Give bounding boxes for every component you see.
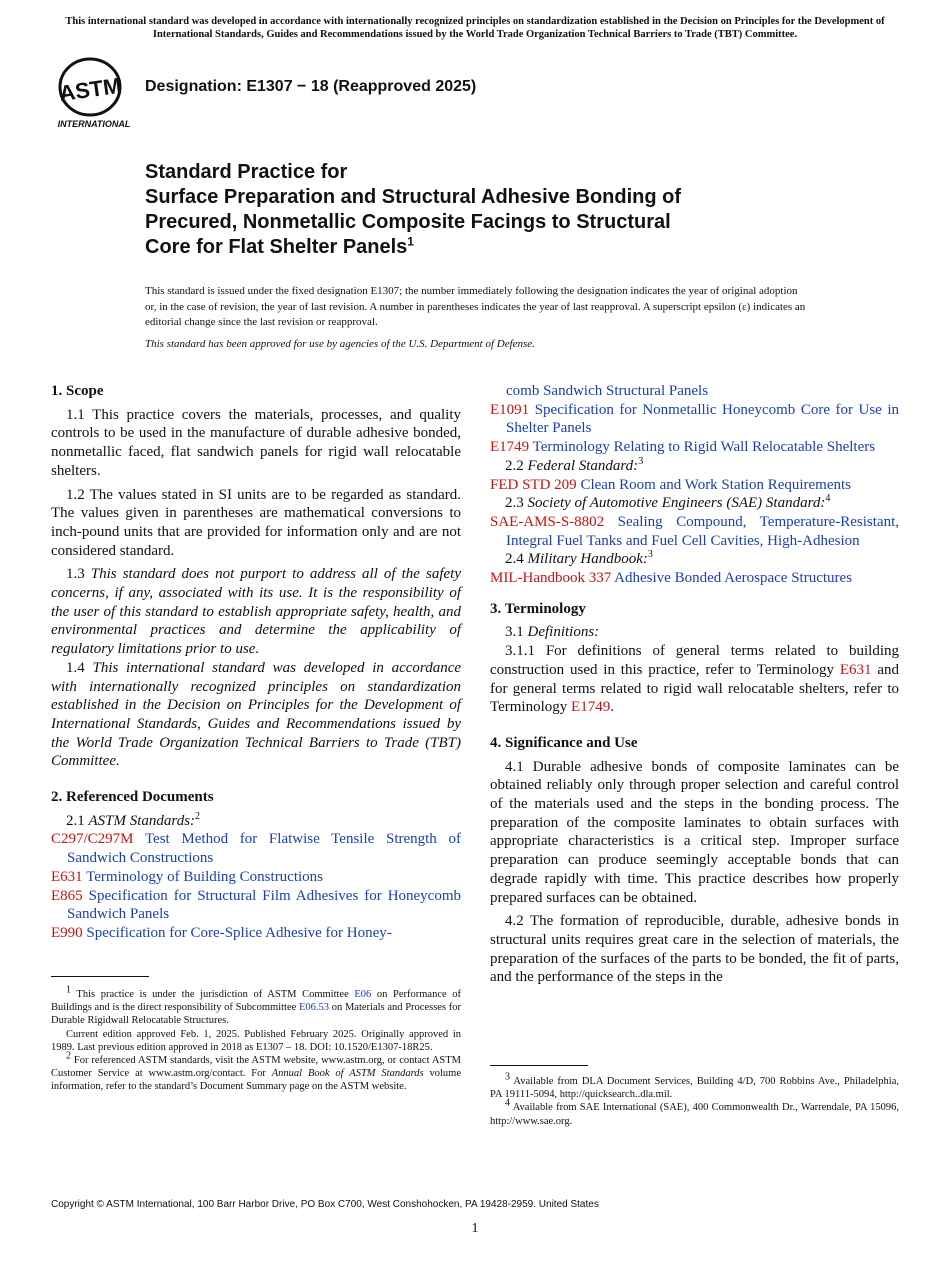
subsection-military-handbook: 2.4 Military Handbook:$^3$ xyxy=(505,549,653,568)
subsection-federal-standard: 2.2 Federal Standard:$^3$ xyxy=(505,455,644,474)
astm-logo xyxy=(52,55,136,133)
paragraph-4-2: 4.2 The formation of reproducible, durable, adhesive bonds in structural units requires great care in the selection of materials, the preparation of the surfaces of the parts to be bonded, the fit of parts, and the performance of the steps in the xyxy=(490,913,899,986)
reference-e990-continued[interactable]: comb Sandwich Structural Panels xyxy=(506,383,709,399)
footnote-divider xyxy=(51,976,149,977)
reference-e631[interactable]: E631 Terminology of Building Constructions xyxy=(51,868,324,885)
reference-e1749[interactable]: E1749 Terminology Relating to Rigid Wall Relocatable Shelters xyxy=(490,439,876,456)
astm-logo-icon xyxy=(52,55,136,133)
paragraph-1-1: 1.1 This practice covers the materials, processes, and quality controls to be used in the manufacture of durable adhesive bonded, nonmetallic faced, flat sandwich panels for rigid wall relocatable shelters. xyxy=(51,406,461,479)
svg-text:INTERNATIONAL: INTERNATIONAL xyxy=(57,119,131,129)
svg-text:ASTM: ASTM xyxy=(57,72,123,107)
title-line: Standard Practice for xyxy=(145,161,348,183)
footnote-divider xyxy=(490,1065,588,1066)
reference-mil-handbook-337[interactable]: MIL-Handbook 337 Adhesive Bonded Aerospace Structures xyxy=(490,570,853,587)
subcommittee-link[interactable]: E06.53 xyxy=(299,1002,330,1014)
reference-e990[interactable]: E990 Specification for Core-Splice Adhesive for Honey- xyxy=(51,924,392,941)
reference-fed-std-209[interactable]: FED STD 209 Clean Room and Work Station Requirements xyxy=(490,476,852,493)
footnote-3: $^3$ Available from DLA Document Services, Building 4/D, 700 Robbins Ave., Philadelphia, PA 19111-5094, http://quicksearch..dla.mil. xyxy=(490,1071,899,1101)
section-heading-referenced-documents: 2. Referenced Documents xyxy=(51,789,214,806)
designation: Designation: E1307 − 18 (Reapproved 2025) xyxy=(145,78,477,95)
footnote-2: $^2$ For referenced ASTM standards, visit the ASTM website, www.astm.org, or contact ASTM Customer Service at www.astm.org/contact. For Annual Book of ASTM Standards volume information, refer to the standard’s Document Summary page on the ASTM website. xyxy=(51,1050,462,1093)
copyright-notice: Copyright © ASTM International, 100 Barr Harbor Drive, PO Box C700, West Conshohocken, PA 19428-2959. United States xyxy=(51,1199,599,1210)
footnote-4: $^4$ Available from SAE International (SAE), 400 Commonwealth Dr., Warrendale, PA 15096, http://www.sae.org. xyxy=(490,1097,899,1127)
footnotes-right xyxy=(490,1071,899,1128)
paragraph-1-4: 1.4 This international standard was developed in accordance with internationally recognized principles on standardization established in the Decision on Principles for the Development of International Standards, Guides and Recommendations issued by the World Trade Organization Technical Barriers to Trade (TBT) Committee. xyxy=(51,659,462,770)
reference-c297[interactable]: C297/C297M Test Method for Flatwise Tensile Strength of Sandwich Constructions xyxy=(51,831,461,867)
title-line: Core for Flat Shelter Panels$^1$ xyxy=(145,234,414,258)
subsection-sae-standard: 2.3 Society of Automotive Engineers (SAE) Standard:$^4$ xyxy=(505,493,831,512)
international-standard-notice: This international standard was developed in accordance with internationally recognized principles on standardization established in the Decision on Principles for the Development of International Standards, Guides and Recommendations issued by the World Trade Organization Technical Barriers to Trade (TBT) Committee. xyxy=(65,16,885,40)
title-line: Surface Preparation and Structural Adhesive Bonding of xyxy=(145,186,682,208)
section-heading-terminology: 3. Terminology xyxy=(490,600,586,617)
subsection-definitions: 3.1 Definitions: xyxy=(505,624,600,641)
paragraph-3-1-1: 3.1.1 For definitions of general terms related to building construction used in this practice, refer to Terminology E631 and for general terms related to rigid wall relocatable shelters, refer to Terminology E1749. xyxy=(490,643,899,716)
dod-approval-note: This standard has been approved for use by agencies of the U.S. Department of Defense. xyxy=(145,338,535,350)
reference-e1091[interactable]: E1091 Specification for Nonmetallic Honeycomb Core for Use in Shelter Panels xyxy=(490,401,899,437)
title-line: Precured, Nonmetallic Composite Facings to Structural xyxy=(145,211,671,233)
reference-e865[interactable]: E865 Specification for Structural Film Adhesives for Honeycomb Sandwich Panels xyxy=(51,887,462,923)
page-number: 1 xyxy=(471,1221,479,1236)
section-heading-scope: 1. Scope xyxy=(51,383,104,399)
paragraph-1-3: 1.3 This standard does not purport to address all of the safety concerns, if any, associated with its use. It is the responsibility of the user of this standard to establish appropriate safety, health, and environmental practices and determine the applicability of regulatory limitations prior to use. xyxy=(51,566,461,658)
subsection-astm-standards: 2.1 ASTM Standards:$^2$ xyxy=(66,810,201,829)
reference-sae-ams-s-8802[interactable]: SAE-AMS-S-8802 Sealing Compound, Temperature-Resistant, Integral Fuel Tanks and Fuel Cell Cavities, High-Adhesion xyxy=(490,513,899,549)
link-e1749[interactable]: E1749 xyxy=(571,699,611,716)
document-title xyxy=(145,160,845,260)
issue-note: This standard is issued under the fixed designation E1307; the number immediately following the designation indicates the year of original adoption or, in the case of revision, the year of last revision. A number in parentheses indicates the year of last reapproval. A superscript epsilon (ε) indicates an editorial change since the last revision or reapproval. xyxy=(145,285,806,328)
paragraph-4-1: 4.1 Durable adhesive bonds of composite laminates can be obtained reliably only through proper selection and careful control of the materials used and the steps in the bonding process. The preparation of the composite laminates to obtain surfaces with appropriate characteristics is a critical step. Improper surface preparation can produce seemingly acceptable bonds that can degrade rapidly with time. This practice describes how properly prepared surfaces can be obtained. xyxy=(490,758,899,906)
paragraph-1-2: 1.2 The values stated in SI units are to be regarded as standard. The values given in parentheses are mathematical conversions to inch-pound units that are provided for information only and are not considered standard. xyxy=(51,486,461,559)
committee-link[interactable]: E06 xyxy=(354,989,372,1000)
footnotes-left xyxy=(51,984,462,1094)
section-heading-significance: 4. Significance and Use xyxy=(490,734,638,751)
footnote-1: $^1$ This practice is under the jurisdiction of ASTM Committee E06 on Performance of Buildings and is the direct responsibility of Subcommittee E06.53 on Materials and Processes for Durable Rigidwall Relocatable Structures. xyxy=(51,984,461,1027)
right-column xyxy=(490,382,899,992)
left-column xyxy=(51,382,461,943)
footnote-marker: 1 xyxy=(407,234,414,249)
link-e631[interactable]: E631 xyxy=(839,661,872,678)
edition-note: Current edition approved Feb. 1, 2025. Published February 2025. Originally approved in 1989. Last previous edition approved in 2018 as E1307 – 18. DOI: 10.1520/E1307-18R25. xyxy=(51,1028,461,1053)
